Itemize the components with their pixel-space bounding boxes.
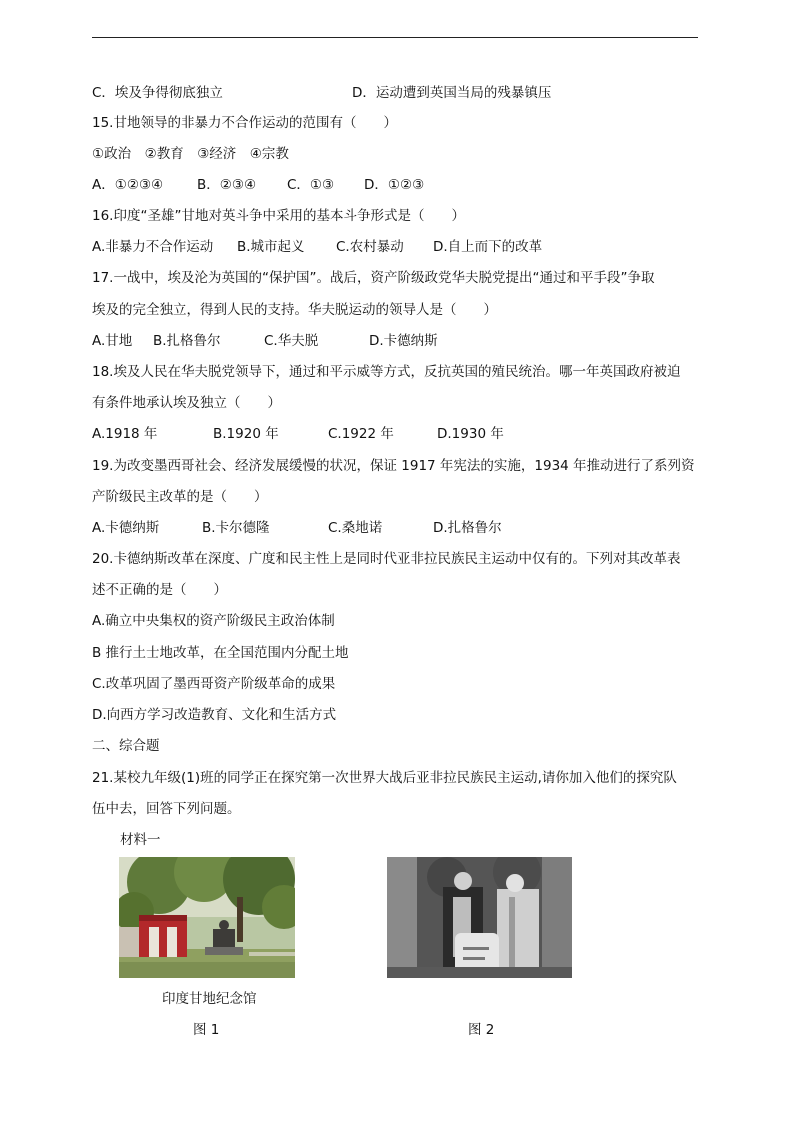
section-title: 二、综合题 xyxy=(92,738,160,754)
q18-option-a: A.1918 年 xyxy=(92,426,158,442)
q19-option-d: D.扎格鲁尔 xyxy=(433,520,502,536)
q15-option-c: C．①③ xyxy=(287,177,335,193)
q20-stem-line2: 述不正确的是（ ） xyxy=(92,582,227,598)
q21-stem-line1: 21.某校九年级(1)班的同学正在探究第一次世界大战后亚非拉民族民主运动,请你加入他们的探究队 xyxy=(92,770,677,786)
q18-option-c: C.1922 年 xyxy=(328,426,394,442)
q20-stem-line1: 20.卡德纳斯改革在深度、广度和民主性上是同时代亚非拉民族民主运动中仅有的。下列对其改革表 xyxy=(92,551,681,567)
q15-option-d: D．①②③ xyxy=(364,177,425,193)
q18-option-d: D.1930 年 xyxy=(437,426,504,442)
figure-1-photo xyxy=(119,857,295,978)
q16-option-b: B.城市起义 xyxy=(237,239,305,255)
material-label: 材料一 xyxy=(120,832,161,848)
q15-items: ①政治 ②教育 ③经济 ④宗教 xyxy=(92,146,289,162)
q19-option-c: C.桑地诺 xyxy=(328,520,383,536)
q16-option-a: A.非暴力不合作运动 xyxy=(92,239,214,255)
q16-option-d: D.自上而下的改革 xyxy=(433,239,543,255)
q17-option-c: C.华夫脱 xyxy=(264,333,319,349)
q20-option-b: B 推行土士地改革，在全国范围内分配土地 xyxy=(92,645,349,661)
q17-stem-line1: 17.一战中，埃及沦为英国的“保护国”。战后，资产阶级政党华夫脱党提出“通过和平手段”争取 xyxy=(92,270,655,286)
figure-2-photo xyxy=(387,857,572,978)
q19-option-b: B.卡尔德隆 xyxy=(202,520,270,536)
q16-stem: 16.印度“圣雄”甘地对英斗争中采用的基本斗争形式是（ ） xyxy=(92,208,465,224)
q21-stem-line2: 伍中去，回答下列问题。 xyxy=(92,801,241,817)
figure-1-label: 图 1 xyxy=(193,1022,220,1038)
q19-option-a: A.卡德纳斯 xyxy=(92,520,160,536)
q18-option-b: B.1920 年 xyxy=(213,426,279,442)
q19-stem-line1: 19.为改变墨西哥社会、经济发展缓慢的状况，保证 1917 年宪法的实施，1934 年推动进行了系列资 xyxy=(92,458,695,474)
memorial-ceremony-illustration xyxy=(387,857,572,978)
q16-option-c: C.农村暴动 xyxy=(336,239,404,255)
q18-stem-line2: 有条件地承认埃及独立（ ） xyxy=(92,395,281,411)
q20-option-a: A.确立中央集权的资产阶级民主政治体制 xyxy=(92,613,335,629)
q19-stem-line2: 产阶级民主改革的是（ ） xyxy=(92,489,268,505)
q20-option-c: C.改革巩固了墨西哥资产阶级革命的成果 xyxy=(92,676,336,692)
figure-2-label: 图 2 xyxy=(468,1022,495,1038)
q14-option-d: D．运动遭到英国当局的残暴镇压 xyxy=(352,85,552,101)
q17-option-d: D.卡德纳斯 xyxy=(369,333,438,349)
q15-option-b: B．②③④ xyxy=(197,177,257,193)
figure-1-caption: 印度甘地纪念馆 xyxy=(162,991,257,1007)
q14-option-c: C．埃及争得彻底独立 xyxy=(92,85,223,101)
header-rule xyxy=(92,37,698,38)
q15-option-a: A．①②③④ xyxy=(92,177,164,193)
q17-option-a: A.甘地 xyxy=(92,333,133,349)
q15-stem: 15.甘地领导的非暴力不合作运动的范围有（ ） xyxy=(92,115,397,131)
q17-stem-line2: 埃及的完全独立，得到人民的支持。华夫脱运动的领导人是（ ） xyxy=(92,302,497,318)
q18-stem-line1: 18.埃及人民在华夫脱党领导下，通过和平示威等方式，反抗英国的殖民统治。哪一年英国政府被迫 xyxy=(92,364,681,380)
q17-option-b: B.扎格鲁尔 xyxy=(153,333,221,349)
q20-option-d: D.向西方学习改造教育、文化和生活方式 xyxy=(92,707,337,723)
gandhi-memorial-illustration xyxy=(119,857,295,978)
